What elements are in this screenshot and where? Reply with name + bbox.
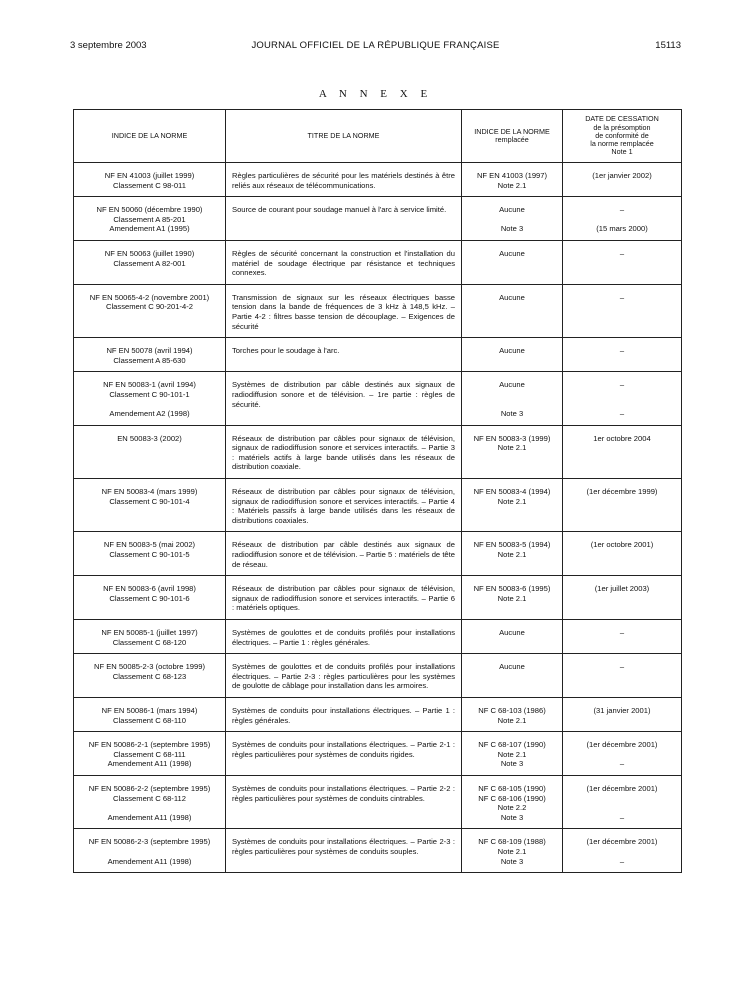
date-cessation-line: – [619, 812, 625, 822]
column-header-line: la norme remplacée [590, 139, 654, 149]
norme-remplacee-line: NF C 68-109 (1988) [478, 837, 546, 847]
norme-remplacee [462, 425, 563, 478]
norme-remplacee-line: NF EN 50083-3 (1999) [473, 433, 551, 443]
date-cessation-line: (1er octobre 2001) [590, 540, 654, 550]
norme-remplacee [462, 532, 563, 576]
date-cessation [563, 532, 682, 576]
table-row [74, 775, 682, 828]
norme-indice [74, 620, 226, 654]
norme-remplacee-line: NF EN 50083-5 (1994) [473, 540, 551, 550]
norme-indice [74, 697, 226, 731]
norme-remplacee-line: Aucune [499, 380, 525, 390]
column-header-indice [74, 110, 226, 163]
date-cessation-line: (1er juillet 2003) [594, 584, 650, 594]
date-cessation [563, 620, 682, 654]
standards-table [73, 109, 682, 873]
norme-remplacee [462, 338, 563, 372]
date-cessation-line: – [619, 346, 625, 356]
norme-remplacee [462, 284, 563, 337]
norme-indice-line: NF EN 50083-4 (mars 1999) [101, 487, 198, 497]
norme-indice-line: Amendement A1 (1995) [109, 224, 190, 234]
norme-indice-line: EN 50083-3 (2002) [117, 433, 182, 443]
norme-indice-line: NF EN 50086-2-2 (septembre 1995) [88, 783, 211, 793]
column-header-remplacee [462, 110, 563, 163]
norme-indice-line: Classement C 90-101-6 [109, 593, 190, 603]
date-cessation-line: – [619, 248, 625, 258]
norme-remplacee [462, 620, 563, 654]
table-body [74, 163, 682, 873]
norme-titre: Systèmes de distribution par câble destinés aux signaux de radiodiffusion sonore et de télévision. – 1re partie : règles de sécurité. [226, 372, 462, 425]
norme-titre: Réseaux de distribution par câbles pour signaux de télévision, signaux de radiodiffusion sonore et services interactifs. – Partie 3 : matériels actifs à large bande utilisés dans les réseaux de distribution coaxiale. [226, 425, 462, 478]
norme-indice [74, 284, 226, 337]
table-header-row [74, 110, 682, 163]
table-row [74, 240, 682, 284]
header-date: 3 septembre 2003 [70, 40, 147, 51]
table-row [74, 654, 682, 698]
norme-remplacee-line: Note 2.1 [497, 180, 527, 190]
norme-remplacee [462, 775, 563, 828]
norme-remplacee-line: Aucune [499, 292, 525, 302]
norme-indice-line: Classement C 98-011 [113, 180, 186, 190]
norme-indice-line: Amendement A11 (1998) [107, 812, 192, 822]
norme-titre: Systèmes de goulottes et de conduits profilés pour installations électriques. – Partie 1 : règles générales. [226, 620, 462, 654]
date-cessation [563, 479, 682, 532]
date-cessation-line: (1er décembre 2001) [586, 783, 658, 793]
norme-indice [74, 576, 226, 620]
norme-remplacee-line: Note 2.1 [497, 496, 527, 506]
column-header-line: INDICE DE LA NORME [111, 130, 188, 140]
line-spacer [462, 400, 562, 410]
date-cessation [563, 425, 682, 478]
norme-indice [74, 829, 226, 873]
norme-remplacee [462, 163, 563, 197]
norme-remplacee [462, 479, 563, 532]
date-cessation [563, 240, 682, 284]
column-header-line: INDICE DE LA NORME [474, 126, 550, 136]
norme-indice [74, 732, 226, 776]
date-cessation-line: (31 janvier 2001) [593, 705, 651, 715]
norme-indice-line: Classement C 68-123 [112, 671, 187, 681]
norme-remplacee-line: Note 3 [500, 812, 524, 822]
table-row [74, 197, 682, 241]
norme-remplacee-line: NF EN 41003 (1997) [476, 171, 548, 180]
norme-remplacee-line: Note 3 [500, 759, 524, 769]
norme-remplacee [462, 829, 563, 873]
norme-indice-line: Classement A 85-630 [113, 355, 186, 365]
norme-remplacee-line: Note 2.2 [497, 803, 527, 813]
table-row [74, 425, 682, 478]
norme-indice [74, 479, 226, 532]
column-header-titre [226, 110, 462, 163]
norme-remplacee-line: Note 2.1 [497, 749, 527, 759]
norme-indice-line: NF EN 50065-4-2 (novembre 2001) [89, 292, 210, 302]
norme-titre: Réseaux de distribution par câbles pour signaux de télévision, signaux de radiodiffusion sonore et services interactifs. – Partie 4 : Matériels passifs à large bande utilisés dans les réseaux de distributions coaxiales. [226, 479, 462, 532]
line-spacer [563, 847, 681, 857]
header-page-number: 15113 [655, 40, 681, 51]
norme-remplacee-line: Note 3 [500, 224, 524, 234]
norme-indice-line: Classement A 85-201 [113, 214, 186, 224]
annexe-title: A N N E X E [318, 88, 433, 100]
date-cessation [563, 197, 682, 241]
column-header-line: DATE DE CESSATION [585, 114, 659, 124]
norme-indice [74, 163, 226, 197]
norme-titre: Règles particulières de sécurité pour les matériels destinés à être reliés aux réseaux de télécommunications. [226, 163, 462, 197]
norme-titre: Systèmes de conduits pour installations électriques. – Partie 2-3 : règles particulières pour systèmes de conduits souples. [226, 829, 462, 873]
norme-indice-line: Classement A 82-001 [113, 258, 186, 268]
norme-indice-line: Classement C 90-101-5 [109, 550, 190, 560]
column-header-line: TITRE DE LA NORME [307, 130, 380, 140]
column-header-line: de la présomption [593, 122, 651, 132]
norme-indice [74, 197, 226, 241]
date-cessation-line: (1er janvier 2002) [592, 171, 652, 180]
norme-remplacee-line: Note 2.1 [497, 443, 527, 453]
norme-remplacee-line: Note 3 [500, 856, 524, 866]
norme-indice-line: NF EN 50060 (décembre 1990) [96, 205, 203, 215]
norme-indice-line: Amendement A11 (1998) [107, 856, 192, 866]
norme-indice [74, 338, 226, 372]
norme-remplacee-line: Note 2.1 [497, 715, 527, 725]
date-cessation-line: (1er décembre 2001) [586, 837, 658, 847]
norme-indice-line: Classement C 68-110 [113, 715, 186, 725]
norme-indice-line: NF EN 50085-2-3 (octobre 1999) [93, 662, 205, 672]
norme-indice-line: NF EN 41003 (juillet 1999) [104, 171, 195, 180]
column-header-date-cessation [563, 110, 682, 163]
norme-remplacee-line: Aucune [499, 205, 525, 215]
norme-titre: Systèmes de goulottes et de conduits profilés pour installations électriques. – Partie 2-3 : règles particulières pour les systèmes de goulotte de câblage pour installation dans les armoires. [226, 654, 462, 698]
norme-remplacee-line: NF C 68-107 (1990) [478, 740, 546, 750]
norme-indice-line: NF EN 50086-1 (mars 1994) [101, 705, 198, 715]
date-cessation [563, 654, 682, 698]
norme-titre: Règles de sécurité concernant la construction et l'installation du matériel de soudage électrique par résistance et techniques connexes. [226, 240, 462, 284]
norme-indice-line: Classement C 68-112 [113, 793, 186, 803]
line-spacer [563, 750, 681, 760]
column-header-line: de conformité de [595, 130, 649, 140]
norme-remplacee-line: Aucune [499, 346, 525, 356]
norme-remplacee-line: NF EN 50083-6 (1995) [473, 584, 551, 594]
norme-indice-line: NF EN 50063 (juillet 1990) [104, 248, 195, 258]
norme-remplacee-line: Aucune [499, 662, 525, 672]
line-spacer [563, 794, 681, 804]
norme-indice [74, 775, 226, 828]
date-cessation [563, 732, 682, 776]
column-header-line: Note 1 [611, 147, 633, 157]
norme-remplacee-line: Aucune [499, 628, 525, 637]
norme-remplacee-line: Note 2.1 [497, 846, 527, 856]
table-row [74, 576, 682, 620]
column-header-line: remplacée [495, 135, 529, 144]
norme-indice [74, 372, 226, 425]
line-spacer [462, 215, 562, 225]
date-cessation-line: – [619, 856, 625, 866]
norme-indice-line: NF EN 50083-6 (avril 1998) [103, 584, 196, 594]
line-spacer [563, 803, 681, 813]
norme-remplacee [462, 732, 563, 776]
date-cessation-line: – [619, 759, 625, 769]
date-cessation-line: – [619, 380, 625, 390]
norme-indice-line: NF EN 50083-5 (mai 2002) [103, 540, 196, 550]
norme-remplacee [462, 654, 563, 698]
norme-titre: Systèmes de conduits pour installations électriques. – Partie 1 : règles générales. [226, 697, 462, 731]
date-cessation [563, 284, 682, 337]
norme-indice-line: Classement C 90-101-1 [109, 389, 190, 399]
norme-titre: Torches pour le soudage à l'arc. [226, 338, 462, 372]
line-spacer [78, 803, 221, 813]
date-cessation-line: (1er décembre 2001) [586, 740, 658, 750]
norme-remplacee-line: NF C 68-106 (1990) [478, 793, 546, 803]
norme-remplacee-line: NF C 68-105 (1990) [478, 783, 546, 793]
norme-indice-line: NF EN 50086-2-3 (septembre 1995) [88, 837, 211, 847]
norme-indice [74, 240, 226, 284]
date-cessation [563, 775, 682, 828]
norme-remplacee-line: Note 2.1 [497, 593, 527, 603]
date-cessation-line: – [619, 662, 625, 672]
norme-remplacee-line: Note 2.1 [497, 550, 527, 560]
norme-indice-line: NF EN 50085-1 (juillet 1997) [101, 628, 198, 637]
norme-titre: Systèmes de conduits pour installations électriques. – Partie 2-2 : règles particulières pour systèmes de conduits cintrables. [226, 775, 462, 828]
norme-indice-line: NF EN 50078 (avril 1994) [106, 346, 193, 356]
table-row [74, 163, 682, 197]
table-row [74, 829, 682, 873]
norme-remplacee [462, 372, 563, 425]
date-cessation-line: (1er décembre 1999) [586, 487, 658, 497]
norme-remplacee-line: Aucune [499, 248, 525, 258]
line-spacer [563, 390, 681, 400]
norme-remplacee-line: NF EN 50083-4 (1994) [473, 487, 551, 497]
norme-indice-line: Amendement A2 (1998) [109, 409, 190, 419]
norme-remplacee [462, 240, 563, 284]
norme-titre: Réseaux de distribution par câbles pour signaux de télévision, signaux de radiodiffusion sonore et services interactifs. – Partie 6 : matériels optiques. [226, 576, 462, 620]
date-cessation-line: – [619, 409, 625, 419]
table-row [74, 479, 682, 532]
date-cessation-line: – [619, 628, 625, 637]
norme-indice-line: Classement C 68-111 [113, 749, 186, 759]
line-spacer [78, 847, 221, 857]
date-cessation [563, 163, 682, 197]
date-cessation [563, 697, 682, 731]
date-cessation [563, 829, 682, 873]
table-row [74, 532, 682, 576]
norme-remplacee [462, 697, 563, 731]
norme-titre: Réseaux de distribution par câble destinés aux signaux de radiodiffusion sonore et de télévision. – Partie 5 : matériels de tête de réseau. [226, 532, 462, 576]
line-spacer [462, 390, 562, 400]
norme-remplacee [462, 576, 563, 620]
norme-indice-line: NF EN 50083-1 (avril 1994) [103, 380, 196, 390]
date-cessation-line: – [619, 205, 625, 215]
table-row [74, 338, 682, 372]
line-spacer [78, 400, 221, 410]
date-cessation [563, 372, 682, 425]
norme-indice [74, 654, 226, 698]
date-cessation-line: – [619, 292, 625, 302]
line-spacer [563, 215, 681, 225]
norme-indice [74, 425, 226, 478]
norme-titre: Systèmes de conduits pour installations électriques. – Partie 2-1 : règles particulières pour systèmes de conduits rigides. [226, 732, 462, 776]
table-row [74, 372, 682, 425]
norme-titre: Transmission de signaux sur les réseaux électriques basse tension dans la bande de fréquences de 3 kHz à 148,5 kHz. – Partie 4-2 : filtres basse tension de découplage. – Exigences de sécurité [226, 284, 462, 337]
table-row [74, 284, 682, 337]
date-cessation-line: 1er octobre 2004 [593, 433, 651, 443]
header-journal-title: JOURNAL OFFICIEL DE LA RÉPUBLIQUE FRANÇAISE [251, 40, 500, 51]
date-cessation [563, 576, 682, 620]
norme-indice [74, 532, 226, 576]
norme-indice-line: Amendement A11 (1998) [107, 759, 192, 769]
norme-indice-line: NF EN 50086-2-1 (septembre 1995) [88, 740, 211, 750]
norme-indice-line: Classement C 90-101-4 [109, 496, 190, 506]
norme-titre: Source de courant pour soudage manuel à l'arc à service limité. [226, 197, 462, 241]
table-row [74, 697, 682, 731]
table-row [74, 620, 682, 654]
line-spacer [563, 400, 681, 410]
norme-indice-line: Classement C 68-120 [112, 637, 187, 647]
norme-remplacee [462, 197, 563, 241]
norme-remplacee-line: Note 3 [500, 409, 524, 419]
date-cessation [563, 338, 682, 372]
table-row [74, 732, 682, 776]
date-cessation-line: (15 mars 2000) [596, 224, 648, 234]
norme-remplacee-line: NF C 68-103 (1986) [478, 705, 546, 715]
norme-indice-line: Classement C 90-201-4-2 [106, 302, 193, 312]
